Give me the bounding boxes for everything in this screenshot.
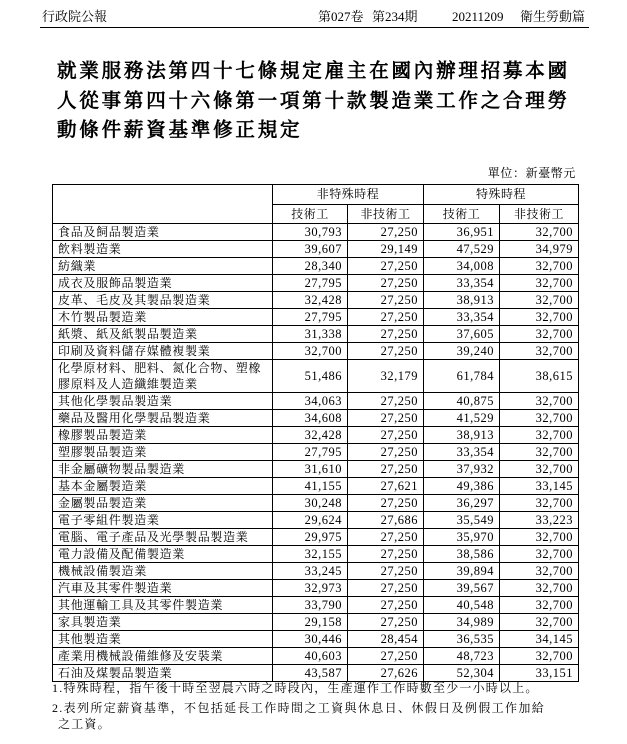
- nonspecial-skilled-wage: 33,245: [273, 563, 348, 580]
- industry-name: 飲料製造業: [53, 241, 273, 258]
- nonspecial-unskilled-wage: 27,250: [348, 597, 424, 614]
- industry-name: 其他製造業: [53, 631, 273, 648]
- special-unskilled-wage: 32,700: [500, 326, 579, 343]
- special-unskilled-wage: 33,151: [500, 665, 579, 682]
- nonspecial-unskilled-wage: 27,250: [348, 258, 424, 275]
- nonspecial-unskilled-wage: 27,250: [348, 529, 424, 546]
- table-body: [53, 224, 579, 682]
- special-skilled-wage: 40,875: [424, 393, 500, 410]
- table-row: [53, 529, 579, 546]
- table-row: [53, 631, 579, 648]
- industry-name: 石油及煤製品製造業: [53, 665, 273, 682]
- table-row: [53, 275, 579, 292]
- industry-name: 印刷及資料儲存媒體複製業: [53, 343, 273, 360]
- nonspecial-unskilled-wage: 28,454: [348, 631, 424, 648]
- special-skilled-wage: 47,529: [424, 241, 500, 258]
- industry-name: 產業用機械設備維修及安裝業: [53, 648, 273, 665]
- special-skilled-wage: 36,535: [424, 631, 500, 648]
- industry-name: 皮革、毛皮及其製品製造業: [53, 292, 273, 309]
- nonspecial-unskilled-wage: 27,250: [348, 580, 424, 597]
- nonspecial-skilled-wage: 32,155: [273, 546, 348, 563]
- special-unskilled-wage: 32,700: [500, 614, 579, 631]
- special-unskilled-wage: 32,700: [500, 309, 579, 326]
- special-unskilled-wage: 32,700: [500, 410, 579, 427]
- nonspecial-unskilled-wage: 27,250: [348, 546, 424, 563]
- special-unskilled-wage: 38,615: [500, 360, 579, 393]
- special-unskilled-wage: 32,700: [500, 258, 579, 275]
- special-skilled-wage: 36,297: [424, 495, 500, 512]
- nonspecial-skilled-wage: 32,428: [273, 292, 348, 309]
- special-unskilled-wage: 32,700: [500, 444, 579, 461]
- special-unskilled-wage: 32,700: [500, 597, 579, 614]
- document-title: 就業服務法第四十七條規定雇主在國內辦理招募本國人從事第四十六條第一項第十款製造業工作之合理勞動條件薪資基準修正規定: [57, 61, 570, 141]
- industry-name: 汽車及其零件製造業: [53, 580, 273, 597]
- note-item: 1.特殊時程，指午後十時至翌晨六時之時段內，生產運作工作時數至少一小時以上。: [52, 681, 539, 695]
- industry-name: 基本金屬製造業: [53, 478, 273, 495]
- subheader-special-unskilled: 非技術工: [500, 204, 579, 224]
- nonspecial-unskilled-wage: 27,250: [348, 410, 424, 427]
- industry-name: 成衣及服飾品製造業: [53, 275, 273, 292]
- special-unskilled-wage: 32,700: [500, 343, 579, 360]
- nonspecial-unskilled-wage: 27,250: [348, 275, 424, 292]
- industry-name: 紙漿、紙及紙製品製造業: [53, 326, 273, 343]
- special-unskilled-wage: 32,700: [500, 495, 579, 512]
- nonspecial-skilled-wage: 34,063: [273, 393, 348, 410]
- table-row: [53, 224, 579, 241]
- special-skilled-wage: 37,932: [424, 461, 500, 478]
- nonspecial-unskilled-wage: 27,250: [348, 343, 424, 360]
- nonspecial-unskilled-wage: 27,250: [348, 444, 424, 461]
- industry-name: 木竹製品製造業: [53, 309, 273, 326]
- nonspecial-unskilled-wage: 27,250: [348, 461, 424, 478]
- special-unskilled-wage: 32,700: [500, 546, 579, 563]
- publication-name: 行政院公報: [42, 9, 108, 24]
- wage-table: [52, 184, 579, 682]
- special-skilled-wage: 61,784: [424, 360, 500, 393]
- nonspecial-skilled-wage: 27,795: [273, 309, 348, 326]
- nonspecial-skilled-wage: 30,793: [273, 224, 348, 241]
- special-skilled-wage: 39,894: [424, 563, 500, 580]
- nonspecial-skilled-wage: 43,587: [273, 665, 348, 682]
- issue-number: 第234期: [372, 9, 418, 24]
- nonspecial-skilled-wage: 33,790: [273, 597, 348, 614]
- nonspecial-unskilled-wage: 27,250: [348, 393, 424, 410]
- special-unskilled-wage: 33,223: [500, 512, 579, 529]
- special-skilled-wage: 35,970: [424, 529, 500, 546]
- nonspecial-skilled-wage: 27,795: [273, 444, 348, 461]
- special-skilled-wage: 38,913: [424, 292, 500, 309]
- special-skilled-wage: 49,386: [424, 478, 500, 495]
- table-row: [53, 258, 579, 275]
- special-skilled-wage: 33,354: [424, 309, 500, 326]
- subheader-nonspecial-skilled: 技術工: [273, 204, 348, 224]
- nonspecial-unskilled-wage: 27,621: [348, 478, 424, 495]
- special-unskilled-wage: 32,700: [500, 224, 579, 241]
- special-skilled-wage: 40,548: [424, 597, 500, 614]
- table-row: [53, 343, 579, 360]
- table-header: [53, 185, 579, 224]
- special-skilled-wage: 39,567: [424, 580, 500, 597]
- nonspecial-unskilled-wage: 27,686: [348, 512, 424, 529]
- nonspecial-unskilled-wage: 27,250: [348, 495, 424, 512]
- nonspecial-skilled-wage: 51,486: [273, 360, 348, 393]
- nonspecial-skilled-wage: 40,603: [273, 648, 348, 665]
- table-row: [53, 444, 579, 461]
- special-unskilled-wage: 32,700: [500, 427, 579, 444]
- nonspecial-skilled-wage: 28,340: [273, 258, 348, 275]
- nonspecial-unskilled-wage: 27,626: [348, 665, 424, 682]
- table-row: [53, 546, 579, 563]
- industry-name: 紡織業: [53, 258, 273, 275]
- special-unskilled-wage: 32,700: [500, 563, 579, 580]
- table-row: [53, 241, 579, 258]
- table-row: [53, 461, 579, 478]
- special-unskilled-wage: 32,700: [500, 461, 579, 478]
- special-skilled-wage: 48,723: [424, 648, 500, 665]
- nonspecial-unskilled-wage: 32,179: [348, 360, 424, 393]
- special-unskilled-wage: 33,145: [500, 478, 579, 495]
- section-name: 衛生勞動篇: [519, 9, 585, 24]
- nonspecial-skilled-wage: 29,975: [273, 529, 348, 546]
- issue-date: 20211209: [452, 9, 504, 24]
- table-row: [53, 512, 579, 529]
- nonspecial-skilled-wage: 31,610: [273, 461, 348, 478]
- industry-name: 電力設備及配備製造業: [53, 546, 273, 563]
- special-skilled-wage: 34,008: [424, 258, 500, 275]
- group-header-nonspecial: 非特殊時程: [273, 185, 424, 205]
- special-skilled-wage: 52,304: [424, 665, 500, 682]
- table-row: [53, 360, 579, 393]
- special-skilled-wage: 38,586: [424, 546, 500, 563]
- table-row: [53, 614, 579, 631]
- table-row: [53, 665, 579, 682]
- nonspecial-skilled-wage: 32,700: [273, 343, 348, 360]
- industry-name: 家具製造業: [53, 614, 273, 631]
- nonspecial-skilled-wage: 41,155: [273, 478, 348, 495]
- nonspecial-unskilled-wage: 29,149: [348, 241, 424, 258]
- special-unskilled-wage: 32,700: [500, 648, 579, 665]
- table-row: [53, 495, 579, 512]
- table-row: [53, 393, 579, 410]
- industry-name: 金屬製品製造業: [53, 495, 273, 512]
- special-skilled-wage: 33,354: [424, 275, 500, 292]
- special-skilled-wage: 33,354: [424, 444, 500, 461]
- nonspecial-unskilled-wage: 27,250: [348, 309, 424, 326]
- industry-name: 其他化學製品製造業: [53, 393, 273, 410]
- note-item: 2.表列所定薪資基準，不包括延長工作時間之工資與休息日、休假日及例假工作加給之工資。: [52, 701, 545, 731]
- nonspecial-skilled-wage: 32,973: [273, 580, 348, 597]
- special-unskilled-wage: 34,145: [500, 631, 579, 648]
- special-skilled-wage: 38,913: [424, 427, 500, 444]
- nonspecial-unskilled-wage: 27,250: [348, 224, 424, 241]
- subheader-nonspecial-unskilled: 非技術工: [348, 204, 424, 224]
- special-unskilled-wage: 32,700: [500, 529, 579, 546]
- nonspecial-unskilled-wage: 27,250: [348, 292, 424, 309]
- industry-name: 食品及飼品製造業: [53, 224, 273, 241]
- special-skilled-wage: 36,951: [424, 224, 500, 241]
- table-row: [53, 580, 579, 597]
- special-skilled-wage: 35,549: [424, 512, 500, 529]
- industry-name: 電子零組件製造業: [53, 512, 273, 529]
- industry-name: 電腦、電子產品及光學製品製造業: [53, 529, 273, 546]
- industry-name: 非金屬礦物製品製造業: [53, 461, 273, 478]
- nonspecial-skilled-wage: 30,446: [273, 631, 348, 648]
- nonspecial-skilled-wage: 29,158: [273, 614, 348, 631]
- table-row: [53, 427, 579, 444]
- special-skilled-wage: 37,605: [424, 326, 500, 343]
- group-header-special: 特殊時程: [424, 185, 579, 205]
- table-row: [53, 478, 579, 495]
- table-row: [53, 292, 579, 309]
- nonspecial-unskilled-wage: 27,250: [348, 427, 424, 444]
- nonspecial-skilled-wage: 27,795: [273, 275, 348, 292]
- nonspecial-skilled-wage: 34,608: [273, 410, 348, 427]
- nonspecial-unskilled-wage: 27,250: [348, 648, 424, 665]
- nonspecial-skilled-wage: 30,248: [273, 495, 348, 512]
- industry-name: 其他運輸工具及其零件製造業: [53, 597, 273, 614]
- volume-number: 第027卷: [318, 9, 364, 24]
- table-row: [53, 326, 579, 343]
- special-unskilled-wage: 32,700: [500, 393, 579, 410]
- industry-name: 橡膠製品製造業: [53, 427, 273, 444]
- nonspecial-unskilled-wage: 27,250: [348, 563, 424, 580]
- table-row: [53, 563, 579, 580]
- special-unskilled-wage: 32,700: [500, 275, 579, 292]
- unit-label: 單位：新臺幣元: [487, 166, 576, 180]
- special-unskilled-wage: 34,979: [500, 241, 579, 258]
- industry-name: 機械設備製造業: [53, 563, 273, 580]
- notes: [52, 680, 545, 732]
- table-row: [53, 648, 579, 665]
- table-row: [53, 597, 579, 614]
- special-skilled-wage: 39,240: [424, 343, 500, 360]
- nonspecial-skilled-wage: 29,624: [273, 512, 348, 529]
- nonspecial-unskilled-wage: 27,250: [348, 614, 424, 631]
- table-row: [53, 309, 579, 326]
- special-skilled-wage: 34,989: [424, 614, 500, 631]
- special-unskilled-wage: 32,700: [500, 292, 579, 309]
- industry-header-cell: [53, 185, 273, 224]
- nonspecial-unskilled-wage: 27,250: [348, 326, 424, 343]
- table-row: [53, 410, 579, 427]
- nonspecial-skilled-wage: 39,607: [273, 241, 348, 258]
- industry-name: 塑膠製品製造業: [53, 444, 273, 461]
- industry-name: 藥品及醫用化學製品製造業: [53, 410, 273, 427]
- nonspecial-skilled-wage: 32,428: [273, 427, 348, 444]
- gazette-header: [40, 7, 589, 28]
- special-skilled-wage: 41,529: [424, 410, 500, 427]
- special-unskilled-wage: 32,700: [500, 580, 579, 597]
- table-header-row: [53, 185, 579, 205]
- subheader-special-skilled: 技術工: [424, 204, 500, 224]
- industry-name: 化學原材料、肥料、氮化合物、塑橡膠原料及人造纖維製造業: [53, 360, 273, 393]
- nonspecial-skilled-wage: 31,338: [273, 326, 348, 343]
